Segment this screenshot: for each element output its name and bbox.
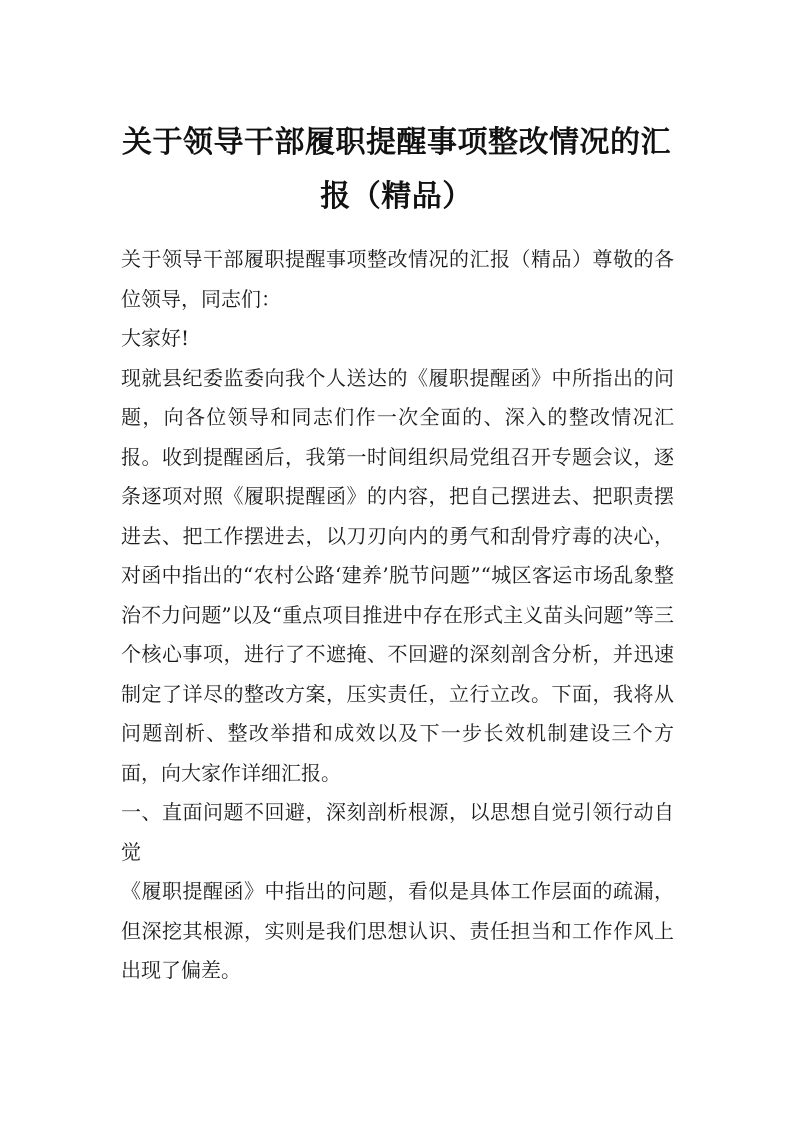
paragraph-section-1: 《履职提醒函》中指出的问题，看似是具体工作层面的疏漏，但深挖其根源，实则是我们思想认识、责任担当和工作作风上出现了偏差。 <box>121 879 674 982</box>
paragraph-introduction: 现就县纪委监委向我个人送达的《履职提醒函》中所指出的问题，向各位领导和同志们作一次全面的、深入的整改情况汇报。收到提醒函后，我第一时间组织局党组召开专题会议，逐条逐项对照《履职提醒函》的内容，把自己摆进去、把职责摆进去、把工作摆进去，以刀刃向内的勇气和刮骨疗毒的决心，对函中指出的“农村公路‘建养’脱节问题”“城区客运市场乱象整治不力问题”以及“重点项目推进中存在形式主义苗头问题”等三个核心事项，进行了不遮掩、不回避的深刻剖含分析，并迅速制定了详尽的整改方案，压实责任，立行立改。下面，我将从问题剖析、整改举措和成效以及下一步长效机制建设三个方面，向大家作详细汇报。 <box>121 365 674 785</box>
section-heading-1: 一、直面问题不回避，深刻剖析根源，以思想自觉引领行动自觉 <box>121 800 674 864</box>
paragraph-greeting: 大家好! <box>121 326 190 350</box>
document-body <box>121 240 674 991</box>
document-title: 关于领导干部履职提醒事项整改情况的汇报（精品） <box>122 125 671 214</box>
paragraph-salutation: 关于领导干部履职提醒事项整改情况的汇报（精品）尊敬的各位领导，同志们： <box>121 247 674 311</box>
